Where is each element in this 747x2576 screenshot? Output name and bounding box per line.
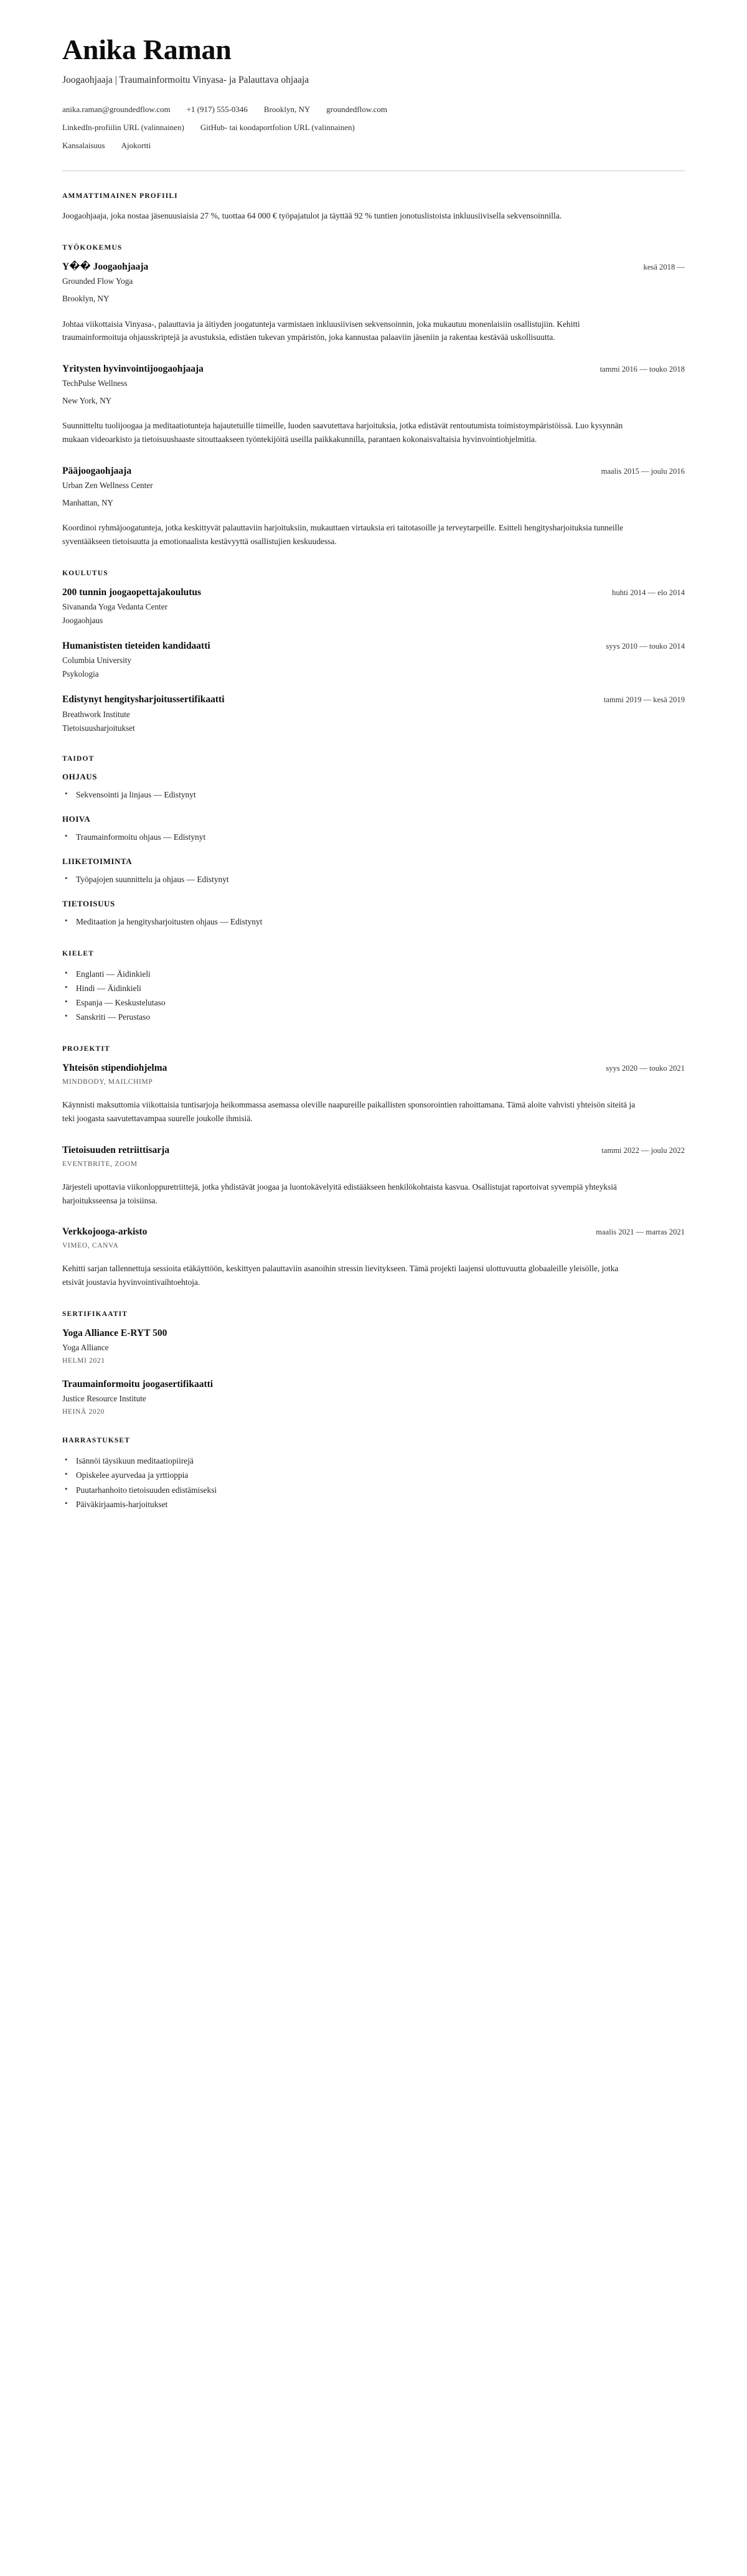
list-item: • Hindi — Äidinkieli xyxy=(62,981,685,995)
school-name: Breathwork Institute xyxy=(62,709,130,719)
skill-group-name: TIETOISUUS xyxy=(62,899,115,908)
list-item: • Meditaation ja hengitysharjoitusten ohjaus — Edistynyt xyxy=(62,914,685,929)
skill-group xyxy=(62,899,685,929)
certificate-title: Traumainformoitu joogasertifikaatti xyxy=(62,1379,214,1390)
certificate-issuer: Justice Resource Institute xyxy=(62,1394,146,1404)
resume-header xyxy=(62,35,685,152)
degree-field: Tietoisuusharjoitukset xyxy=(62,723,135,733)
project-stack: VIMEO, CANVA xyxy=(62,1242,119,1250)
degree-field: Joogaohjaus xyxy=(62,615,103,625)
school-name: Sivananda Yoga Vedanta Center xyxy=(62,601,167,611)
project-title: Verkkojooga-arkisto xyxy=(62,1226,148,1238)
experience-entry-head xyxy=(62,261,685,273)
certificate-date: HELMI 2021 xyxy=(62,1357,105,1365)
section-profile xyxy=(62,192,685,223)
job-description: Johtaa viikottaisia Vinyasa-, palauttavia ja äitiyden joogatunteja varmistaen inkluusiivisen sekvensoinnin, joka mukautuu monenlaisiin osallistujiin. Kehitti traumainformoituja ohjausskriptejä ja avustuksia, edistäen tukevan ympäristön, joka kannustaa palaaviin jäseniin ja rakentaa kestävää uskollisuutta. xyxy=(62,319,580,342)
job-description: Suunnitteltu tuolijoogaa ja meditaatiotunteja hajautetuille tiimeille, luoden saavutettava harjoituksia, jotka edistävät rentoutumista toimistoympäristöissä. Luo kysynnän mukaan videoarkisto ja tietoisuushaaste sitouttaakseen työntekijöitä useilla paikkakunnilla, parantaen kokonaisvaltaisia hyvinvointiohjelmitia. xyxy=(62,421,623,444)
project-date-range: maalis 2021 — marras 2021 xyxy=(596,1228,685,1237)
list-item: • Sanskriti — Perustaso xyxy=(62,1010,685,1024)
job-company: Grounded Flow Yoga xyxy=(62,276,133,286)
experience-entry-head xyxy=(62,363,685,375)
list-item: • Traumainformoitu ohjaus — Edistynyt xyxy=(62,830,685,844)
section-projects xyxy=(62,1045,685,1289)
section-title-experience: TYÖKOKEMUS xyxy=(62,244,123,252)
list-item: • Sekvensointi ja linjaus — Edistynyt xyxy=(62,787,685,802)
list-item: • Puutarhanhoito tietoisuuden edistämiseksi xyxy=(62,1483,685,1497)
list-item: • Espanja — Keskustelutaso xyxy=(62,995,685,1010)
degree-title: 200 tunnin joogaopettajakoulutus xyxy=(62,586,202,598)
section-title-education: KOULUTUS xyxy=(62,569,108,577)
degree-field: Psykologia xyxy=(62,669,99,679)
school-name: Columbia University xyxy=(62,656,131,665)
section-title-certificates: SERTIFIKAATIT xyxy=(62,1310,128,1318)
list-item: • Opiskelee ayurvedaa ja yrttioppia xyxy=(62,1468,685,1482)
skill-group xyxy=(62,772,685,802)
section-hobbies xyxy=(62,1437,685,1511)
education-entry xyxy=(62,586,685,626)
contact-location: Brooklyn, NY xyxy=(263,104,311,114)
skill-group xyxy=(62,857,685,886)
section-title-skills: TAIDOT xyxy=(62,754,95,763)
language-list xyxy=(62,967,685,1024)
project-description: Käynnisti maksuttomia viikottaisia tuntisarjoja heikommassa asemassa oleville naapureille paikallisten sponsorointien rahoittamana. Tämä aloite vahvisti yhteisön siteitä ja teki joogasta saavutettavampaa suurelle joukolle ihmisiä. xyxy=(62,1100,636,1124)
page-title: Anika Raman xyxy=(62,34,232,65)
contact-driving-licence: Ajokortti xyxy=(121,140,151,150)
certificate-entry xyxy=(62,1327,685,1365)
contact-linkedin[interactable]: LinkedIn-profiilin URL (valinnainen) xyxy=(62,122,184,132)
project-description: Järjesteli upottavia viikonloppuretriittejä, jotka yhdistävät joogaa ja luontokävelyitä edistääkseen henkilökohtaista kasvua. Osallistujat raportoivat syvempiä yhteyksiä harjoituksseensa ja toisiinsa. xyxy=(62,1182,617,1205)
job-location: Brooklyn, NY xyxy=(62,294,110,304)
project-date-range: syys 2020 — touko 2021 xyxy=(606,1064,685,1073)
project-title: Yhteisön stipendiohjelma xyxy=(62,1063,167,1074)
degree-date-range: huhti 2014 — elo 2014 xyxy=(612,588,685,597)
experience-entry xyxy=(62,363,685,446)
education-entry xyxy=(62,640,685,680)
contact-website[interactable]: groundedflow.com xyxy=(326,104,388,114)
job-company: Urban Zen Wellness Center xyxy=(62,480,153,490)
experience-entry xyxy=(62,465,685,548)
project-entry xyxy=(62,1144,685,1208)
project-stack: EVENTBRITE, ZOOM xyxy=(62,1160,138,1168)
job-title: Yritysten hyvinvointijoogaohjaaja xyxy=(62,363,204,374)
skill-group xyxy=(62,814,685,844)
education-entry-head xyxy=(62,586,685,599)
skill-list xyxy=(62,830,685,844)
section-certificates xyxy=(62,1310,685,1416)
contact-nationality: Kansalaisuus xyxy=(62,140,105,150)
section-title-projects: PROJEKTIT xyxy=(62,1045,110,1053)
job-location: New York, NY xyxy=(62,396,112,406)
skill-group-name: HOIVA xyxy=(62,814,91,824)
professional-headline: Joogaohjaaja | Traumainformoitu Vinyasa- ja Palauttava ohjaaja xyxy=(62,74,309,85)
job-title: Y�� Joogaohjaaja xyxy=(62,261,149,273)
section-education xyxy=(62,570,685,734)
job-title: Pääjoogaohjaaja xyxy=(62,465,132,476)
experience-entry-head xyxy=(62,465,685,477)
contact-row-social xyxy=(62,121,685,134)
list-item: • Englanti — Äidinkieli xyxy=(62,967,685,981)
contact-github[interactable]: GitHub- tai koodaportfolion URL (valinnainen) xyxy=(200,122,355,132)
certificate-entry xyxy=(62,1378,685,1416)
section-languages xyxy=(62,950,685,1024)
project-entry-head xyxy=(62,1062,685,1074)
skill-group-name: OHJAUS xyxy=(62,771,98,781)
project-entry xyxy=(62,1062,685,1126)
experience-entry xyxy=(62,261,685,344)
project-entry-head xyxy=(62,1144,685,1157)
contact-row-primary xyxy=(62,103,685,116)
education-entry xyxy=(62,693,685,733)
certificate-date: HEINÄ 2020 xyxy=(62,1408,105,1416)
project-description: Kehitti sarjan tallennettuja sessioita etäkäyttöön, keskittyen palauttaviin asanoihin stressin lievitykseen. Tämä projekti laajensi ulottuvuutta globaaleille yleisölle, jotka etsivät joustavia hyvinvointivaihtoehtoja. xyxy=(62,1264,619,1287)
project-date-range: tammi 2022 — joulu 2022 xyxy=(601,1145,685,1155)
certificate-title: Yoga Alliance E-RYT 500 xyxy=(62,1327,167,1338)
project-entry xyxy=(62,1226,685,1289)
job-date-range: tammi 2016 — touko 2018 xyxy=(599,364,685,374)
job-company: TechPulse Wellness xyxy=(62,378,128,388)
certificate-issuer: Yoga Alliance xyxy=(62,1343,109,1353)
project-entry-head xyxy=(62,1226,685,1238)
profile-summary-text: Joogaohjaaja, joka nostaa jäsenuusiaisia 27 %, tuottaa 64 000 € työpajatulot ja täyttää 92 % tuntien jonotuslistoista inkluusiivisella sekvensoinnilla. xyxy=(62,211,562,221)
skill-list xyxy=(62,914,685,929)
project-title: Tietoisuuden retriittisarja xyxy=(62,1144,170,1155)
contact-phone[interactable]: +1 (917) 555-0346 xyxy=(186,104,248,114)
section-experience xyxy=(62,244,685,548)
degree-date-range: tammi 2019 — kesä 2019 xyxy=(603,695,685,705)
education-entry-head xyxy=(62,693,685,706)
list-item: • Työpajojen suunnittelu ja ohjaus — Edistynyt xyxy=(62,872,685,886)
job-description: Koordinoi ryhmäjoogatunteja, jotka keskittyvät palauttaviin harjoituksiin, mukauttaen virtauksia eri taitotasoille ja terveytarpeille. Esitteli hengitysharjoituksia tunneille syventääkseen tietoisuutta ja emotionaalista kestävyyttä osallistujien keskuudessa. xyxy=(62,523,624,546)
job-date-range: maalis 2015 — joulu 2016 xyxy=(601,466,685,476)
list-item: • Päiväkirjaamis-harjoitukset xyxy=(62,1497,685,1511)
section-title-hobbies: HARRASTUKSET xyxy=(62,1437,131,1445)
skill-list xyxy=(62,787,685,802)
list-item: • Isännöi täysikuun meditaatiopiirejä xyxy=(62,1454,685,1468)
skill-group-name: LIIKETOIMINTA xyxy=(62,856,133,866)
project-stack: MINDBODY, MAILCHIMP xyxy=(62,1078,153,1086)
section-skills xyxy=(62,755,685,929)
contact-email[interactable]: anika.raman@groundedflow.com xyxy=(62,104,171,114)
job-date-range: kesä 2018 — xyxy=(643,263,685,272)
education-entry-head xyxy=(62,640,685,652)
section-title-profile: AMMATTIMAINEN PROFIILI xyxy=(62,192,178,200)
section-title-languages: KIELET xyxy=(62,950,95,958)
skill-list xyxy=(62,872,685,886)
contact-row-extra xyxy=(62,139,685,152)
degree-title: Edistynyt hengitysharjoitussertifikaatti xyxy=(62,694,225,705)
degree-title: Humanististen tieteiden kandidaatti xyxy=(62,641,210,652)
hobby-list xyxy=(62,1454,685,1511)
degree-date-range: syys 2010 — touko 2014 xyxy=(606,642,685,651)
job-location: Manhattan, NY xyxy=(62,498,114,508)
